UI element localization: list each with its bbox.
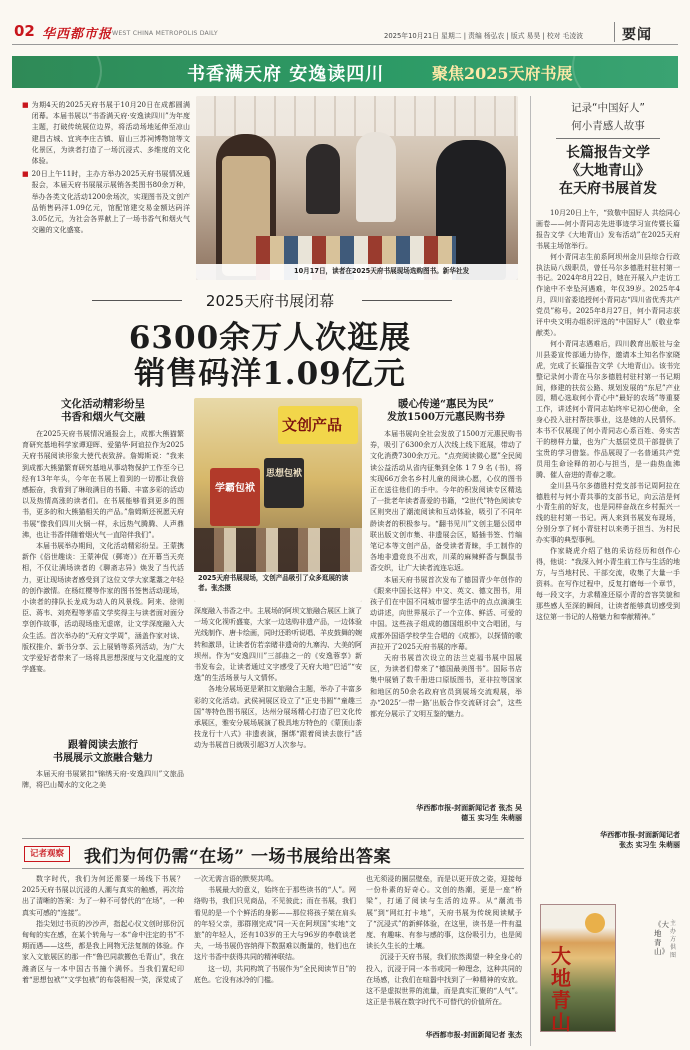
right-title-3: 在天府书展首发: [559, 181, 657, 197]
section-label: 要闻: [622, 27, 652, 43]
banner-right-title: 聚焦2025天府书展: [432, 64, 573, 83]
right-column: [536, 100, 680, 850]
theme-banner: [12, 56, 678, 88]
right-kicker-1: 记录“中国好人”: [571, 102, 645, 114]
book-cover-sun: [585, 913, 605, 933]
opinion-bottom-rule: [22, 868, 524, 869]
book-photo-credit: 主办方供图: [670, 920, 677, 959]
column-1: [22, 398, 184, 803]
banner-main-title: 书香满天府 安逸读四川: [187, 64, 385, 85]
opinion-body-col-2: 一次无需言语的默契共鸣。 书展最大的意义，始终在于那些读书的“人”。网络购书，我们只见商品，不见彼此；而在书展，我们看见的是一个个鲜活的身影——那位将孩子架在肩头的年轻父亲，那群刚完成“同一天在阿坝国”实地“文旅”的年轻人，还有103岁的王大与96岁的李敬谈老夫，一场书展仍容纳得下数据难以衡量的，他们也在这片书香中获得共同的精神联结。 这一切，共同构筑了书展作为“全民阅读节日”的底色。它没有冰冷的门槛。: [194, 875, 356, 984]
banner-decoration: [12, 56, 102, 88]
bag-2: [264, 458, 304, 508]
opinion-top-rule: [22, 838, 524, 839]
book-cover: [540, 904, 616, 1032]
right-kicker-2: 何小青感人故事: [571, 120, 645, 132]
col1-body: 在2025天府书展情况通报会上，成都大熊猫繁育研究基地科学家谭迎晖、爱猫华·阿谊拉作为2025天府书展阅读形象大使代表致辞。詹姆斯说：“我来到成都大熊猫繁育研究基地从事动物保护工作至今已经有13年年头，今年在书展上看到的一切都让我倍感振奋，我看到了琳琅满目的书籍、丰富多彩的活动以及热情高涨的读者们。在书展能够看到更多的图书，更多的和大熊猫相关的产品。”詹姆斯还祝愿天府书展“像我们四川火锅一样，永远热气腾腾、人声鼎沸，也让书香伴随着烟火气一直陪伴我们”。 本届书展举办期间，文化活动精彩纷呈。王蒙携新作《俗世趣谈：王蒙神侃（郵寄）》在开幕当天亮相，不仅让满场读者的《聊斋志异》焕发了当代活力，更让现场读者感受到了这位文学大家耄耋之年轻的创作激情。在杨红樱等作家的图书签售活动现场，小读者的排队长龙成为动人的风景线。阿来、徐则臣、蒋韦、刘亮程等茅盾文学奖得主与读者面对面分享创作故事，活动现场座无虚席，让文学深度融入大众生活。首次举办的“天府文学周”，涵盖作家对谈、版权推介、新书分享、云上展销等系列活动，为广大文学爱好者带来了一场将具思想深度与文化温度的文学盛宴。: [22, 430, 184, 674]
intro-bullet: ■ 20日上午11时，主办方举办2025天府书展情况通报会，本届天府书展展示展销各类图书80余万种，举办各类文化活动1200余场次，实现图书及文创产品销售码洋1.09亿元，馆配馆建交易金额达码洋3.05亿元，为社会各界献上了一场书香气和烟火气交融的文化盛宴。: [22, 169, 190, 236]
col3-byline-1: 华西都市报-封面新闻记者 张杰 吴: [416, 804, 522, 812]
col1-title-2: 书香和烟火气交融: [61, 411, 145, 423]
col3-body: 本届书展向全社会发放了1500万元惠民购书券，吸引了6300余万人次线上线下逛展，带动了文化消费7300余万元。“点亮阅读微心愿”全民阅读公益活动从省内征集到全体 1 7 9 名 (书)，将实现66万余名乡村儿童的阅读心愿，心仪的图书正在送往他们的手中。今年的积发阅读专区精选了一批老年读者喜爱的书籍，“2世代”特色阅读专区则突出了潮流阅读和互动体验，吸引了不同年龄读者的积极参与。“翻书见川”文创主题公园申联出版文创市集、非遗展会区，婚插书签、竹编笔记本等文创产品，备受读者青睐，手工制作的各地非遗竞良不出欢，川菜的麻辣鲜香与飘鼠书香交织，让广大读者流连忘返。 本届天府书展首次发布了德国青少年创作的《跟来中国长这样》中文、英文、德文图书，用孩子们在中国不同城市留学生活中的点点滴滴生动讲述，向世界展示了一个立体、鲜活、可爱的中国。这些孩子组成的德国组织中文合唱团，与成都外国语学校学生合唱的《成都》，以探情的歌声拉开了2025天府书展的序幕。 天府书展首次设立的法兰克福书展中国展区，为读者们带来了“德国最美图书”。国际书店集中展销了数千册进口原版图书，亚非拉等国家和地区的50余名政府官员到展场交流观展，举办“2025‘一带一路’出版合作交流研讨会”，这些都充分展示了文明互鉴的魅力。: [370, 430, 522, 719]
photo-crowd: [194, 528, 362, 572]
col1-subtitle-2: 书展展示文旅融合魅力: [53, 753, 153, 764]
right-byline-1: 华西都市报-封面新闻记者: [600, 831, 680, 839]
page-number: 02: [14, 22, 35, 40]
col3-byline-2: 德玉 实习生 朱萌丽: [461, 814, 522, 822]
col1-body-2: 本届天府书展紧扣“锦绣天府·安逸四川”文旅品牌，将巴山蜀水的文化之美: [22, 770, 184, 790]
section-divider: [614, 22, 615, 42]
photo-cultural-products: [194, 398, 362, 602]
paper-logo: 华西都市报: [42, 27, 113, 42]
opinion-body-col-3: 也无须浸的圈层壁垒，而是以更开放之姿，迎接每一份朴素的好奇心。文创的热潮，更是一座“桥梁”，打通了阅读与生活的边界。从“潮流书展”到“网红打卡地”，天府书展为传统阅读赋予了“沉浸式”的新鲜体验，在这里，读书是一件有温度、有趣味、有参与感的事，这份吸引力，也是阅读长久生长的土壤。 沉浸于天府书展，我们依然渴望一种全身心的投入，沉浸于同一本书或同一种理念，这种共同的在场感，让我们在喧嚣中找到了一种精神的安放。这不是虚拟世界的流量，而是真实汇聚的“人气”。这正是书展在数字时代不可替代的价值所在。: [366, 875, 522, 1007]
book-cover-title: 大地青山: [551, 944, 571, 1034]
middle-body: 深度融入书香之中。主展场的阿坝文旅融合展区上演了一场文化视听盛宴，大家一边选购非遗产品，一边体验光线制作、唐卡绘画，同时还聆听说唱、羊皮鼓舞的婉转和激昂，让读者仿若亲睹非遗奇的九寨沟、大美的阿坝州。作为“安逸四川”三部曲之一的《安逸蓉享》新书发布会，让读者通过文字感受了天府大地“巴适”“安逸”的生活场景与人文情怀。 各地分展场更是紧扣文旅融合主题，举办了丰富多彩的文化活动。武侯祠展区设立了“正史书圆”“童趣三国”等特色图书展区，达州分展场精心打造了巴文化传承展区，雅安分展场展演了极具地方特色的《蒙顶山茶技龙行十八式》非遗表演，捆绑“跟着阅读去旅行”活动为书展首日就吸引超3万人次参与。: [194, 607, 362, 750]
bag-2-text: 思想包袱: [266, 469, 303, 479]
paper-english-name: WEST CHINA METROPOLIS DAILY: [112, 30, 218, 37]
headline-main-2: 销售码洋1.09亿元: [134, 356, 406, 392]
opinion-tag: 记者观察: [24, 846, 70, 862]
col1-title-1: 文化活动精彩纷呈: [61, 398, 145, 410]
bag-1-text: 学霸包袱: [215, 483, 255, 494]
bag-1: [210, 468, 260, 526]
masthead-rule: [12, 44, 678, 45]
headline-main-1: 6300余万人次逛展: [128, 320, 412, 356]
headline-block: [22, 288, 518, 392]
col1-subtitle-1: 跟着阅读去旅行: [68, 740, 138, 751]
photo-shelf: [196, 96, 518, 136]
col3-title-1: 暖心传递“惠民为民”: [397, 398, 495, 410]
column-3: [370, 398, 522, 823]
photo2-caption: 2025天府书展现场，文创产品吸引了众多逛展的读者。张杰摄: [198, 574, 349, 592]
opinion-body-col-1: 数字时代，我们为何还需要一场线下书展？2025天府书展以沉浸的人潮与真实的触感，再次给出了清晰的答案：为了一种不可替代的“在场”，一种真实可感的“连接”。 指尖划过书页的沙沙声，指起心仪文创时那份沉甸甸的实在感，在某个转角与一本“命中注定的书”不期而遇——这些，都是我上网物无法复制的体验。作家入文旅展区的那一件“鲁巴同款搬色毛青山”，我在潍斋区与一本中国古书撞个满怀。当我们置纪印着“思想包袱”“文学包袱”的布袋相视一笑，深觉成了: [22, 875, 184, 984]
bullet-icon: ■: [22, 101, 29, 109]
intro-bullet: ■ 为期4天的2025天府书展于10月20日在成都圆满闭幕。本届书展以“书香满天府·安逸读四川”为年度主题，打破传统展位边界，将活动场地延伸至凉山建昌古城、宜宾李庄古镇、眉山三苏祠博物馆等文化景区，为读者打造了一场沉浸式、多维度的文化体验。: [22, 100, 190, 167]
right-title-1: 长篇报告文学: [566, 145, 650, 161]
right-title-rule: [556, 138, 660, 139]
right-byline-2: 张杰 实习生 朱萌丽: [619, 841, 680, 849]
photo-person: [356, 132, 396, 222]
col3-title-2: 发放1500万元惠民购书券: [387, 412, 505, 423]
opinion-title: 我们为何仍需“在场” 一场书展给出答案: [84, 847, 391, 867]
right-body: 10月20日上午，“致敬中国好人 共绘同心画卷——何小青同志先进事迹学习宣传暨长篇报告文学《大地青山》发布活动”在2025天府书展主场馆举行。 何小青同志生前系阿坝州金川县综合行政执法局八级职员，曾任马尔多德胜村驻村第一书记。2024年8月22日，她在开展入户走访工作途中不幸坠河遇难，年仅39岁。2025年4月，四川省委追授何小青同志“四川省优秀共产党员”称号。2025年8月27日，何小青同志获评中央文明办组织评选的“中国好人”（敬业奉献类）。 何小青同志遇难后，四川教育出版社与金川县委宣传部通力协作，邀请本土知名作家晓虎，完成了长篇报告文学《大地青山》。该书完整记录何小青在马尔多德胜村驻村第一书记期间，修建的扶贫公路、规划发展的“东尼”产业园，精心选取何小青心中“最好的农场”等重要工作，讲述何小青同志始终牢记初心使命，全身心投入驻村帮扶事业，这是她的人民情怀。本书不仅展现了何小青同志心系百姓、务实苦干的榜样力量，也为广大基层党员干部提供了宝贵的学习借鉴。作品展现了一名普通共产党员用生命诠释的初心与担当，是一曲热血沸腾、催人奋进的青春之歌。 金川县马尔多德胜村党支部书记周阿拉在德胜村与何小青共事的支部书记，向云洁是何小青生前的好友，也是同样奋战在乡村振兴一线的驻村第一书记。两人来到书展发布现场，分别分享了何小青驻村以来勇于担当、为村民办实事的典型事例。 作家晓虎介绍了他的采访经历和创作心得，他说：“我深入何小青生前工作与生活的地方，与当地村民、干部交流，收集了大量一手资料。在写作过程中，反复打磨每一个章节，每一段文字，力求精准还原小青的音容笑貌和那些感人至深的瞬间，让读者能够真切感受到这位第一书记的人格魅力和奉献精神。”: [536, 209, 680, 621]
booth-sign-text: 文创产品: [282, 416, 343, 434]
headline-kicker: 2025天府书展闭幕: [205, 292, 335, 310]
right-title-2: 《大地青山》: [566, 163, 650, 179]
issue-info: 2025年10月21日 星期二 | 责编 杨弘农 | 版式 易昊 | 校对 毛凌波: [384, 32, 584, 40]
photo-book-buyers: [196, 96, 518, 280]
opinion-byline: 华西都市报-封面新闻记者 张杰: [425, 1031, 522, 1039]
bullet-icon: ■: [22, 170, 29, 179]
right-column-rule: [530, 96, 531, 1046]
intro-bullets: [22, 100, 190, 236]
masthead: [0, 0, 690, 44]
book-side-title: 《大地青山》: [654, 920, 669, 956]
photo-caption: 10月17日，读者在2025天府书展现场选购图书。新华社发: [294, 267, 470, 275]
banner-decoration-2: [572, 56, 678, 88]
photo-person: [306, 144, 340, 214]
